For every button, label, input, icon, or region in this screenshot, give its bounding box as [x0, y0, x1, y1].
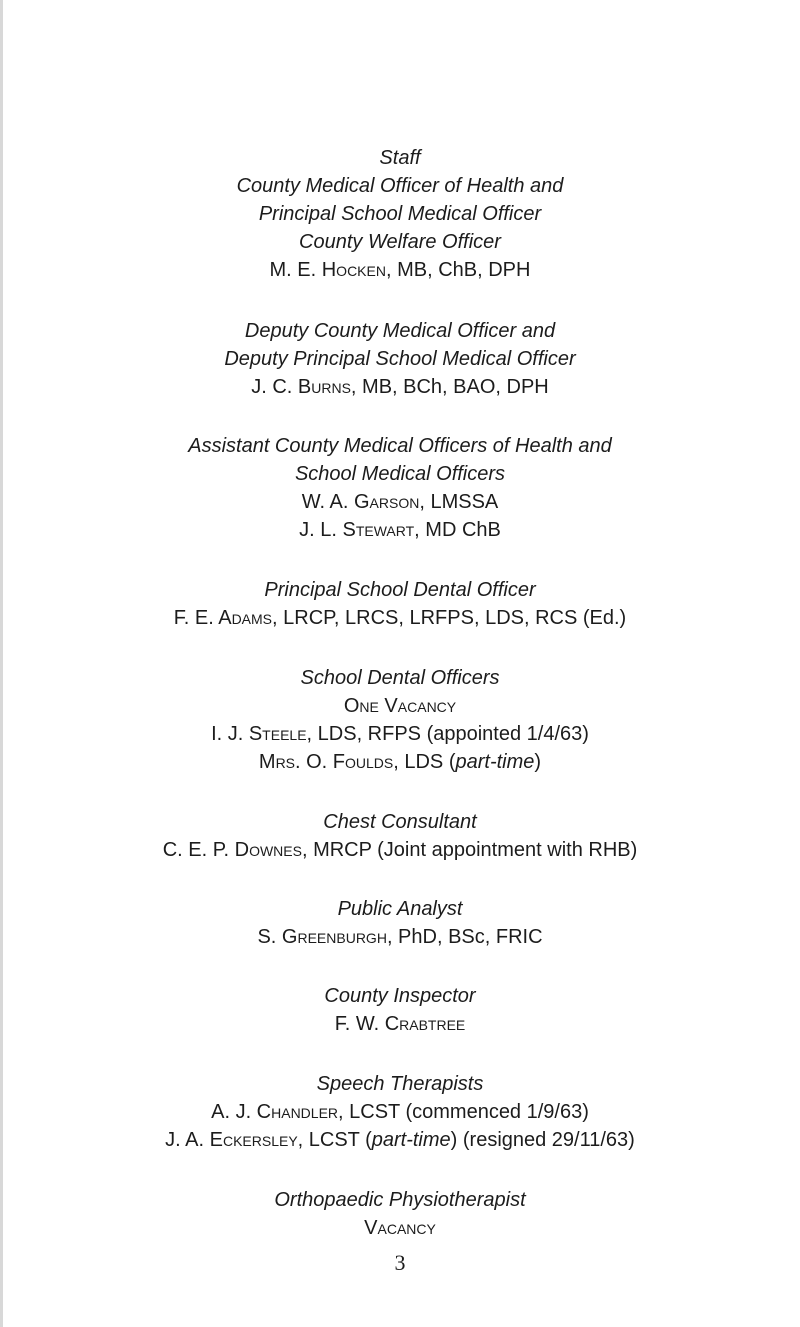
- staff-name: J. A. Eckersley: [165, 1129, 298, 1151]
- staff-note-tail: ): [534, 751, 542, 773]
- staff-entry: [0, 838, 800, 862]
- staff-qualifications: , LDS, RFPS (appointed 1/4/63): [306, 723, 589, 745]
- staff-qualifications: , MD ChB: [414, 519, 501, 541]
- staff-entry: [0, 750, 800, 774]
- staff-entry: [0, 1216, 800, 1240]
- staff-name: One Vacancy: [343, 695, 457, 717]
- staff-name: Mrs. O. Foulds: [258, 751, 394, 773]
- staff-entry: [0, 1128, 800, 1152]
- section-title: County Medical Officer of Health and: [236, 175, 564, 197]
- staff-qualifications: , LRCP, LRCS, LRFPS, LDS, RCS (Ed.): [272, 607, 627, 629]
- staff-note: part-time: [455, 751, 535, 773]
- staff-name: J. L. Stewart: [299, 519, 415, 541]
- section-title: School Dental Officers: [300, 667, 500, 689]
- staff-qualifications: , MB, BCh, BAO, DPH: [350, 376, 549, 398]
- section-title: Deputy Principal School Medical Officer: [224, 348, 576, 370]
- section-title: County Inspector: [324, 985, 476, 1007]
- staff-entry: [0, 722, 800, 746]
- staff-entry: [0, 490, 800, 514]
- staff-name: S. Greenburgh: [257, 926, 387, 948]
- section-title: Principal School Dental Officer: [264, 579, 536, 601]
- section-title: Assistant County Medical Officers of Health and: [188, 435, 612, 457]
- staff-qualifications: , MB, ChB, DPH: [385, 259, 531, 281]
- page-heading: Staff: [379, 147, 421, 169]
- staff-qualifications: , MRCP (Joint appointment with RHB): [301, 839, 638, 861]
- staff-name: W. A. Garson: [301, 491, 420, 513]
- staff-qualifications: , LCST (commenced 1/9/63): [338, 1101, 589, 1123]
- staff-name: I. J. Steele: [211, 723, 307, 745]
- staff-name: F. E. Adams: [173, 607, 273, 629]
- staff-entry: [0, 1100, 800, 1124]
- section-title: Chest Consultant: [323, 811, 477, 833]
- staff-entry: [0, 375, 800, 399]
- section-title: School Medical Officers: [294, 463, 506, 485]
- section-title: Orthopaedic Physiotherapist: [274, 1189, 526, 1211]
- staff-entry: [0, 694, 800, 718]
- section-title: Speech Therapists: [316, 1073, 484, 1095]
- staff-entry: [0, 925, 800, 949]
- section-title: County Welfare Officer: [299, 231, 501, 253]
- staff-name: C. E. P. Downes: [162, 839, 302, 861]
- staff-note-tail: ) (resigned 29/11/63): [450, 1129, 635, 1151]
- staff-name: M. E. Hocken: [269, 259, 386, 281]
- staff-qualifications: , LDS (: [393, 751, 456, 773]
- staff-entry: [0, 1012, 800, 1036]
- staff-entry: [0, 258, 800, 282]
- staff-qualifications: , LMSSA: [419, 491, 499, 513]
- page-number: 3: [394, 1250, 406, 1275]
- staff-entry: [0, 518, 800, 542]
- staff-note: part-time: [371, 1129, 451, 1151]
- staff-name: Vacancy: [364, 1217, 436, 1239]
- staff-qualifications: , LCST (: [297, 1129, 372, 1151]
- staff-name: F. W. Crabtree: [334, 1013, 466, 1035]
- staff-entry: [0, 606, 800, 630]
- section-title: Principal School Medical Officer: [258, 203, 542, 225]
- staff-name: J. C. Burns: [251, 376, 351, 398]
- section-title: Public Analyst: [337, 898, 463, 920]
- staff-qualifications: , PhD, BSc, FRIC: [386, 926, 543, 948]
- staff-name: A. J. Chandler: [211, 1101, 339, 1123]
- section-title: Deputy County Medical Officer and: [244, 320, 556, 342]
